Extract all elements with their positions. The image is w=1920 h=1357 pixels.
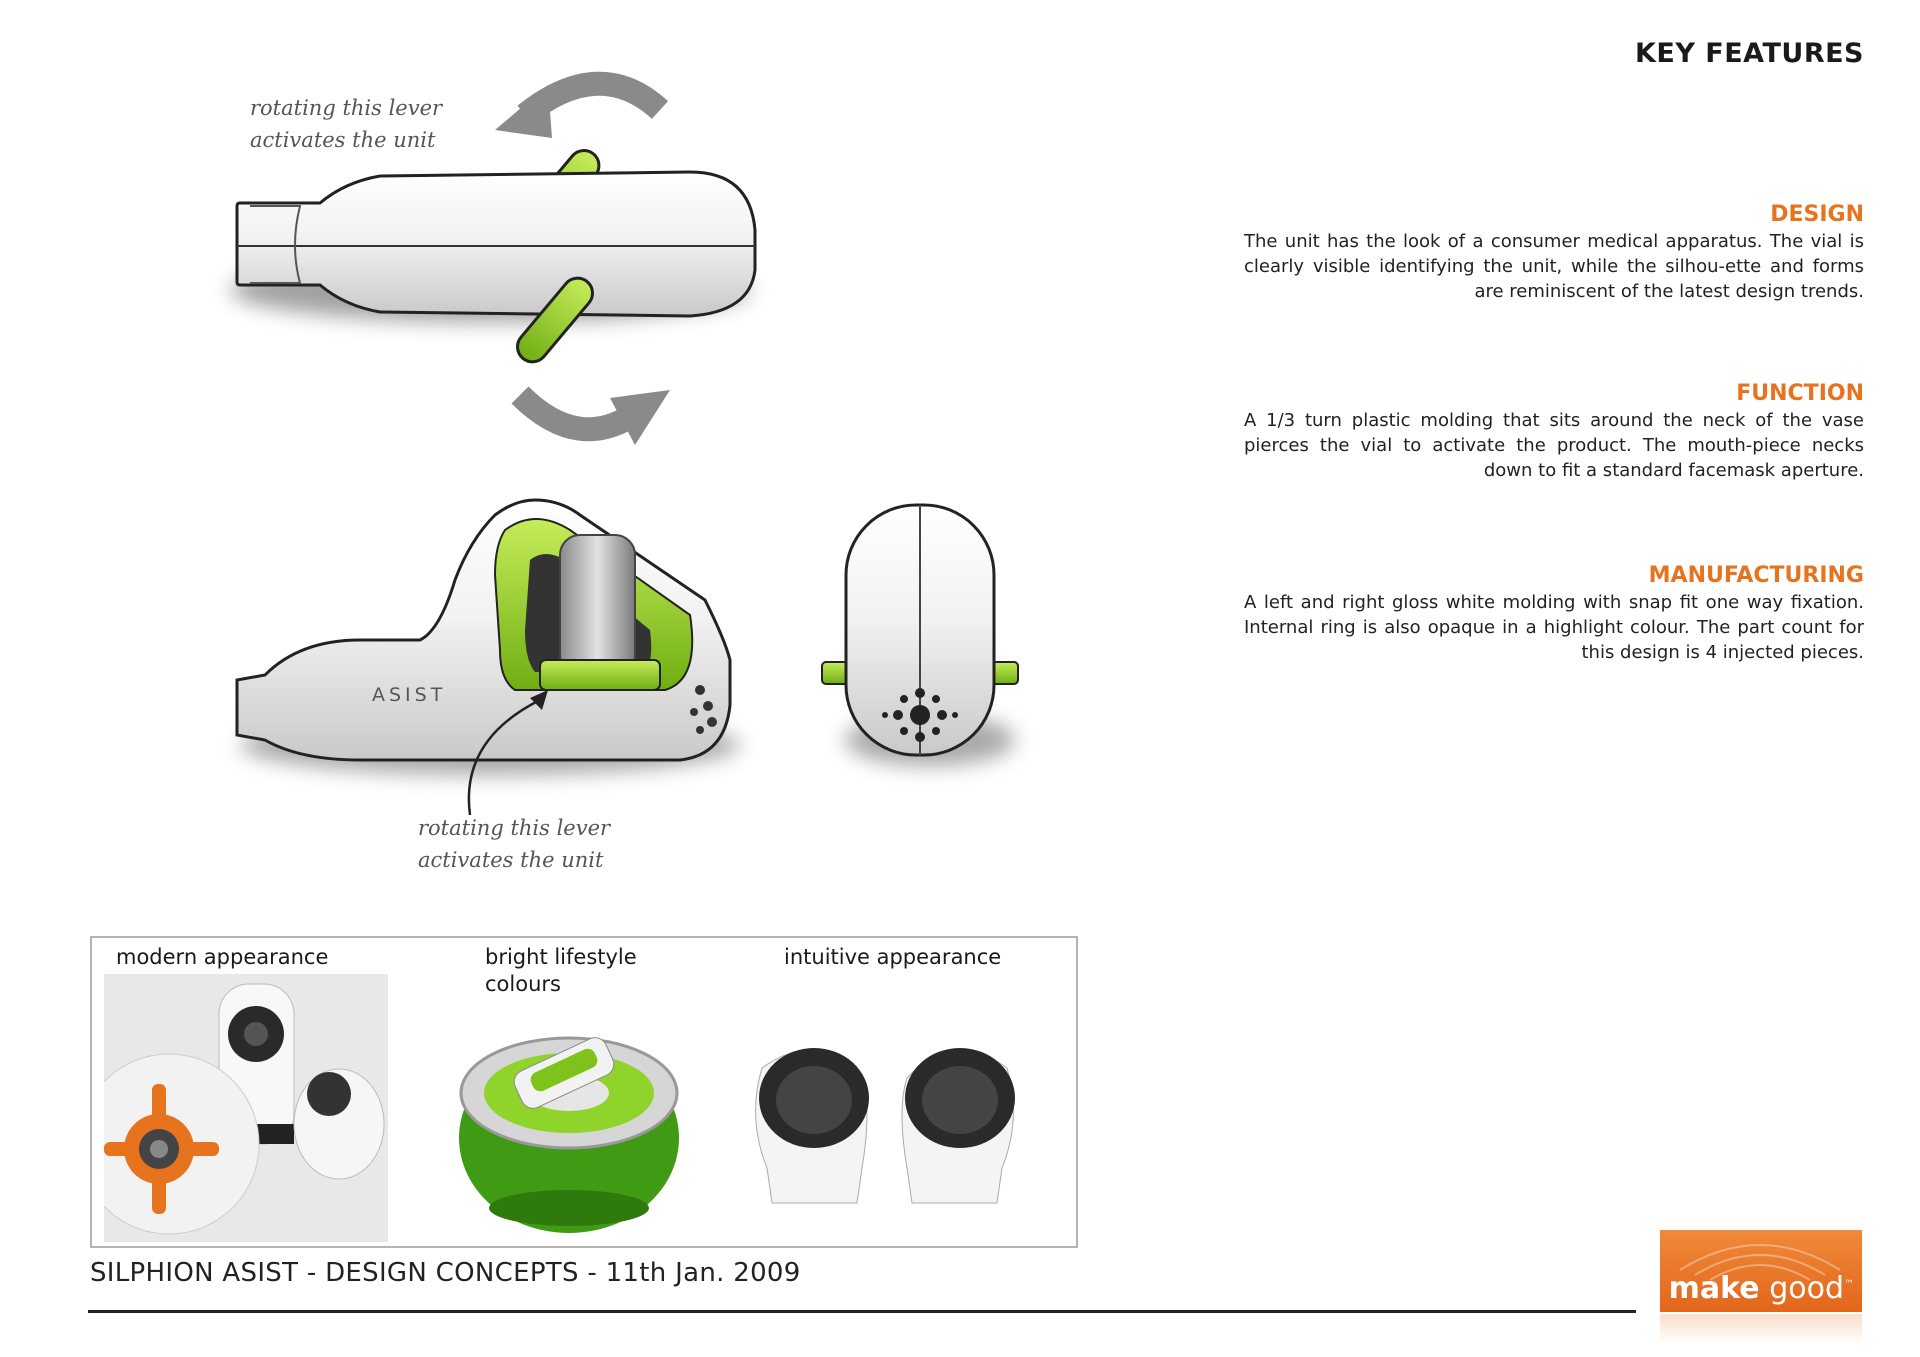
rotate-arrow-bottom-icon bbox=[520, 390, 670, 445]
page-title: KEY FEATURES bbox=[1634, 38, 1864, 69]
device-side-view bbox=[237, 500, 740, 775]
section-heading: DESIGN bbox=[1770, 202, 1864, 227]
annotation-line: activates the unit bbox=[250, 128, 436, 152]
mood-label bbox=[485, 944, 637, 998]
section-text: A 1/3 turn plastic molding that sits around the neck of the vase pierces the vial to activate the product. The mouth-piece necks down to fit a standard facemask aperture. bbox=[1244, 410, 1864, 481]
logo-text bbox=[1660, 1271, 1854, 1306]
section-heading: MANUFACTURING bbox=[1648, 563, 1864, 588]
rotate-arrow-top-icon bbox=[495, 84, 660, 138]
section-text: The unit has the look of a consumer medical apparatus. The vial is clearly visible identifying the unit, while the silhou-ette and forms are reminiscent of the latest design trends. bbox=[1244, 231, 1864, 302]
device-top-view bbox=[230, 144, 755, 368]
logo-trademark: ™ bbox=[1844, 1279, 1854, 1290]
section-heading: FUNCTION bbox=[1736, 381, 1864, 406]
product-sketches bbox=[0, 0, 1100, 920]
logo-word-good: good bbox=[1769, 1271, 1844, 1306]
brand-logo bbox=[1660, 1230, 1862, 1312]
mood-label-line: bright lifestyle bbox=[485, 945, 637, 969]
annotation-line: rotating this lever bbox=[418, 816, 611, 840]
section-function bbox=[1244, 381, 1864, 483]
logo-reflection bbox=[1660, 1314, 1862, 1344]
annotation-bottom bbox=[418, 812, 610, 876]
moodboard bbox=[90, 936, 1078, 1248]
mood-label: intuitive appearance bbox=[784, 945, 1002, 969]
device-end-view bbox=[822, 505, 1018, 766]
annotation-line: activates the unit bbox=[418, 848, 604, 872]
product-label: ASIST bbox=[372, 684, 447, 706]
mood-label-line: colours bbox=[485, 972, 561, 996]
mood-label: modern appearance bbox=[116, 945, 329, 969]
section-design bbox=[1244, 202, 1864, 304]
section-text: A left and right gloss white molding with snap fit one way fixation. Internal ring is also opaque in a highlight colour. The part count for this design is 4 injected pieces. bbox=[1244, 592, 1864, 663]
footer-title: SILPHION ASIST - DESIGN CONCEPTS - 11th Jan. 2009 bbox=[90, 1258, 801, 1288]
mood-image-speakers bbox=[742, 1028, 1032, 1228]
footer-rule bbox=[88, 1310, 1636, 1313]
annotation-line: rotating this lever bbox=[250, 96, 443, 120]
section-manufacturing bbox=[1244, 563, 1864, 665]
mood-image-modern bbox=[104, 974, 388, 1242]
mood-image-salad-spinner bbox=[444, 1008, 694, 1238]
logo-word-make: make bbox=[1668, 1271, 1760, 1306]
